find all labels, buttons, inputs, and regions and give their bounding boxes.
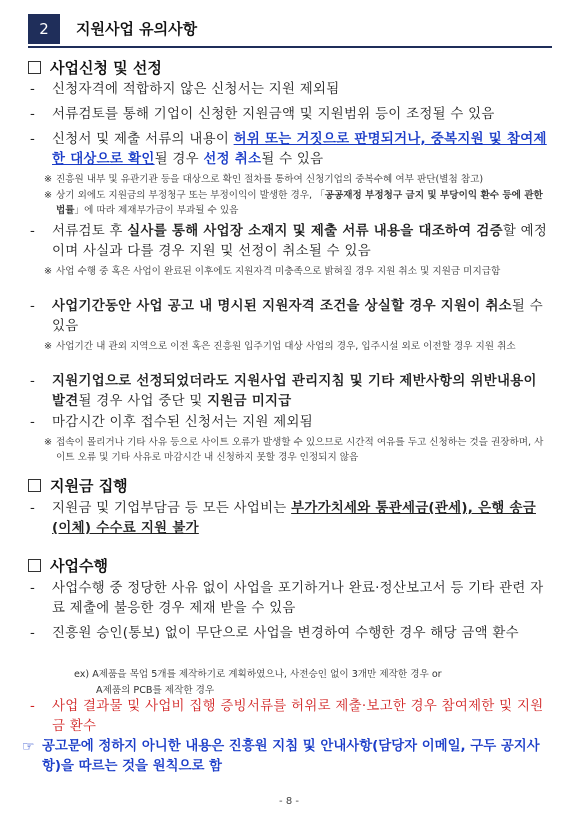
list-item-text: 신청서 및 제출 서류의 내용이 허위 또는 거짓으로 판명되거나, 중복지원 및 참여제한 대상으로 확인될 경우 선정 취소될 수 있음	[52, 132, 547, 167]
checkbox-square-icon	[28, 559, 41, 572]
footnote-text: 진흥원 내부 및 유관기관 등을 대상으로 확인 절차를 통하여 신청기업의 중복수혜 여부 판단(별첨 참고)	[56, 174, 484, 185]
example-line: A제품의 PCB를 제작한 경우	[96, 685, 215, 696]
list-item	[30, 624, 550, 644]
emphasis-text: 부가가치세와 통관세금(관세), 은행 송금(이체) 수수료 지원 불가	[52, 501, 536, 536]
footer-notice-text: 공고문에 정하지 아니한 내용은 진흥원 지침 및 안내사항(담당자 이메일, 구두 공지사항)을 따르는 것을 원칙으로 함	[42, 739, 540, 774]
footnote	[44, 172, 549, 187]
list-item-text: 지원기업으로 선정되었더라도 지원사업 관리지침 및 기타 제반사항의 위반내용이 발견될 경우 사업 중단 및 지원금 미지급	[52, 374, 537, 409]
note-marker: ※	[44, 266, 53, 277]
list-item-text: 사업 결과물 및 사업비 집행 증빙서류를 허위로 제출·보고한 경우 참여제한 및 지원금 환수	[52, 699, 544, 734]
emphasis-text: 실사를 통해 사업장 소재지 및 제출 서류 내용을 대조하여 검증	[127, 224, 503, 239]
section-1-title: 사업신청 및 선정	[50, 59, 162, 77]
dash-marker: -	[30, 374, 36, 389]
emphasis-text: 허위 또는 거짓으로 판명되거나, 중복지원 및 참여제한 대상으로 확인	[52, 132, 547, 167]
note-marker: ※	[44, 341, 53, 352]
dash-marker: -	[30, 581, 36, 596]
list-item	[30, 130, 550, 170]
pointing-hand-icon: ☞	[22, 739, 35, 755]
footnote	[44, 339, 549, 354]
section-header	[28, 14, 552, 44]
footnote-text: 사업 수행 중 혹은 사업이 완료된 이후에도 지원자격 미충족으로 밝혀질 경우 지원 취소 및 지원금 미지급함	[56, 266, 501, 277]
emphasis-text: 사업기간동안 사업 공고 내 명시된 지원자격 조건을 상실할 경우 지원이 취소	[52, 299, 512, 314]
list-item-text: 서류검토 후 실사를 통해 사업장 소재지 및 제출 서류 내용을 대조하여 검증할 예정이며 사실과 다를 경우 지원 및 선정이 취소될 수 있음	[52, 224, 548, 259]
section-2-heading	[28, 475, 128, 496]
list-item	[30, 499, 550, 539]
dash-marker: -	[30, 699, 36, 714]
footnote	[44, 435, 549, 465]
list-item	[30, 372, 550, 412]
dash-marker: -	[30, 299, 36, 314]
section-number-badge: 2	[28, 14, 60, 44]
list-item	[30, 297, 550, 337]
dash-marker: -	[30, 107, 36, 122]
list-item	[30, 80, 550, 100]
footnote-text: 상기 외에도 지원금의 부정청구 또는 부정이익이 발생한 경우, 「공공재정 부정청구 금지 및 부당이익 환수 등에 관한 법률」에 따라 제재부가금이 부과될 수 있음	[56, 190, 543, 216]
section-3-heading	[28, 555, 108, 576]
footnote	[44, 188, 549, 218]
dash-marker: -	[30, 626, 36, 641]
list-item	[30, 222, 550, 262]
page-number: - 8 -	[279, 796, 299, 807]
emphasis-text: 선정 취소	[203, 152, 262, 167]
list-item-text: 신청자격에 적합하지 않은 신청서는 지원 제외됨	[52, 82, 340, 97]
list-item-text: 마감시간 이후 접수된 신청서는 지원 제외됨	[52, 415, 314, 430]
list-item	[30, 413, 550, 433]
dash-marker: -	[30, 82, 36, 97]
dash-marker: -	[30, 132, 36, 147]
dash-marker: -	[30, 501, 36, 516]
list-item-text: 지원금 및 기업부담금 등 모든 사업비는 부가가치세와 통관세금(관세), 은행 송금(이체) 수수료 지원 불가	[52, 501, 536, 536]
header-underline	[28, 46, 552, 48]
emphasis-text: 지원기업으로 선정되었더라도 지원사업 관리지침 및 기타 제반사항의 위반내용이 발견	[52, 374, 537, 409]
checkbox-square-icon	[28, 479, 41, 492]
note-marker: ※	[44, 190, 53, 201]
note-marker: ※	[44, 437, 53, 448]
checkbox-square-icon	[28, 61, 41, 74]
list-item	[30, 579, 550, 619]
list-item	[30, 105, 550, 125]
dash-marker: -	[30, 415, 36, 430]
footer-notice	[22, 737, 557, 777]
emphasis-text: 지원금 미지급	[207, 394, 292, 409]
section-header-title: 지원사업 유의사항	[76, 20, 198, 38]
footnote-text: 접속이 몰리거나 기타 사유 등으로 사이트 오류가 발생할 수 있으므로 시간적 여유를 두고 신청하는 것을 권장하며, 사이트 오류 및 기타 사유로 마감시간 내 신청하지 못할 경우 인정되지 않음	[56, 437, 544, 463]
section-1-heading	[28, 57, 162, 78]
list-item-text: 서류검토를 통해 기업이 신청한 지원금액 및 지원범위 등이 조정될 수 있음	[52, 107, 495, 122]
section-3-title: 사업수행	[50, 557, 108, 575]
footnote	[44, 264, 549, 279]
dash-marker: -	[30, 224, 36, 239]
note-marker: ※	[44, 174, 53, 185]
list-item-warning	[30, 697, 550, 737]
list-item-text: 사업기간동안 사업 공고 내 명시된 지원자격 조건을 상실할 경우 지원이 취소될 수 있음	[52, 299, 543, 334]
list-item-text: 사업수행 중 정당한 사유 없이 사업을 포기하거나 완료·정산보고서 등 기타 관련 자료 제출에 불응한 경우 제재 받을 수 있음	[52, 581, 544, 616]
footnote-text: 사업기간 내 관외 지역으로 이전 혹은 진흥원 입주기업 대상 사업의 경우, 입주시설 외로 이전할 경우 지원 취소	[56, 341, 516, 352]
section-2-title: 지원금 집행	[50, 477, 128, 495]
list-item-text: 진흥원 승인(통보) 없이 무단으로 사업을 변경하여 수행한 경우 해당 금액 환수	[52, 626, 519, 641]
example-line: ex) A제품을 목업 5개를 제작하기로 계획하였으나, 사전승인 없이 3개만 제작한 경우 or	[74, 669, 442, 680]
